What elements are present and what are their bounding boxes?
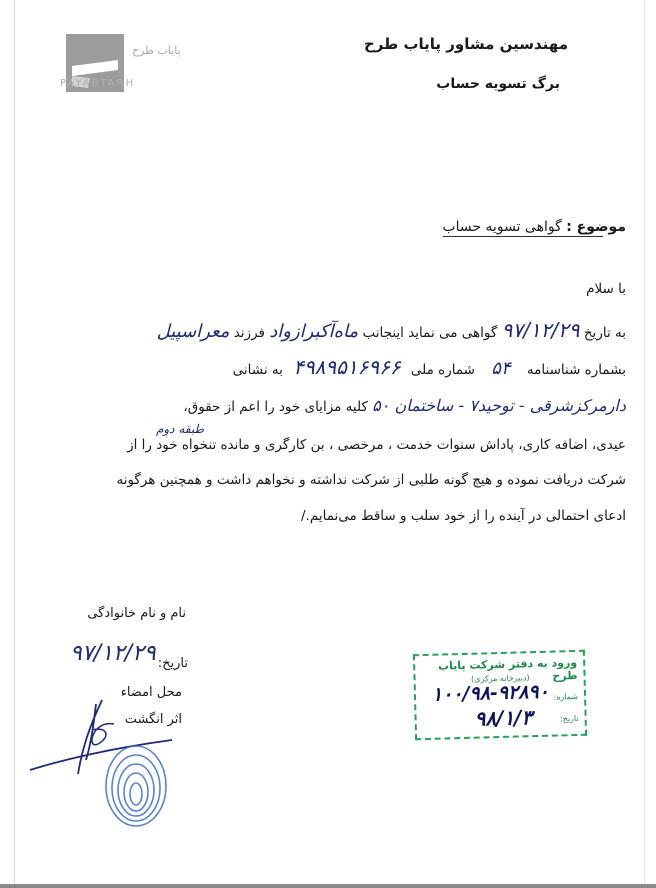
stamp-date-label: تاریخ: bbox=[559, 713, 579, 724]
greeting: با سلام bbox=[586, 281, 626, 297]
l2-prefix: بشماره شناسنامه bbox=[526, 362, 626, 378]
stamp-number-handwritten: ۱۰۰/۹۸-۹۲۸۹۰ bbox=[431, 680, 550, 706]
l1-father-handwritten: معراسپیل bbox=[156, 321, 230, 342]
l2-suffix: به نشانی bbox=[232, 362, 283, 378]
thumb-label: اثر انگشت bbox=[124, 712, 182, 727]
name-label: نام و نام خانوادگی bbox=[87, 606, 186, 621]
logo-fa-text: پایاب طرح bbox=[132, 44, 181, 57]
stamp-date-handwritten: ۹۸/۱/۳ bbox=[474, 705, 533, 731]
date-value-handwritten: ۹۷/۱۲/۲۹ bbox=[70, 641, 156, 666]
l1-date-handwritten: ۹۷/۱۲/۲۹ bbox=[501, 318, 580, 342]
stamp-sub: (دبیرخانه مرکزی) bbox=[470, 673, 530, 684]
l1-name-handwritten: ماه‌آکبرازواد bbox=[269, 321, 359, 342]
stamp-number-label: شماره: bbox=[553, 691, 579, 702]
body-line-2 bbox=[233, 355, 626, 379]
body-line-4: عیدی، اضافه کاری، پاداش سنوات خدمت ، مرخصی ، بن کارگری و مانده تنخواه خود را از bbox=[127, 437, 626, 453]
l1-son-of: فرزند bbox=[233, 325, 265, 341]
thumbprint-icon bbox=[92, 736, 182, 834]
form-title: برگ تسویه حساب bbox=[436, 76, 560, 92]
l1-mid: گواهی می نماید اینجانب bbox=[362, 325, 498, 341]
l2-mid: شماره ملی bbox=[410, 362, 475, 378]
l3-address-handwritten: دارمرکزشرقی - توحید۷ - ساختمان ۵۰ bbox=[372, 396, 626, 415]
logo-en-text: PAYABTARH bbox=[60, 78, 136, 89]
subject-text: گواهی تسویه حساب bbox=[442, 219, 562, 235]
l2-id-handwritten: ۵۴ bbox=[491, 358, 511, 379]
l2-national-handwritten: ۴۹۸۹۵۱۶۹۶۶ bbox=[293, 355, 401, 379]
l1-prefix: به تاریخ bbox=[583, 325, 626, 341]
address-note-handwritten: طبقه دوم bbox=[155, 422, 204, 436]
body-line-3 bbox=[183, 396, 626, 415]
stamp-title: ورود به دفتر شرکت پایاب طرح bbox=[437, 655, 578, 683]
date-label: تاریخ: bbox=[157, 656, 188, 671]
body-line-1 bbox=[157, 318, 626, 342]
company-name: مهندسین مشاور پایاب طرح bbox=[363, 35, 568, 53]
scan-edge-left bbox=[14, 0, 15, 888]
subject-underline bbox=[443, 236, 603, 237]
subject-label: موضوع : bbox=[566, 219, 626, 235]
l3-suffix: کلیه مزایای خود را اعم از حقوق، bbox=[183, 399, 368, 415]
scan-edge-right bbox=[644, 0, 645, 888]
scan-bottom-edge bbox=[0, 884, 656, 888]
received-stamp bbox=[413, 650, 587, 740]
subject-line bbox=[442, 219, 626, 235]
body-line-6: ادعای احتمالی در آینده را از خود سلب و ساقط می‌نمایم./ bbox=[301, 508, 626, 524]
sign-label: محل امضاء bbox=[120, 685, 182, 700]
body-line-5: شرکت دریافت نموده و هیچ گونه طلبی از شرکت نداشته و نخواهم داشت و همچنین هرگونه bbox=[116, 472, 626, 488]
